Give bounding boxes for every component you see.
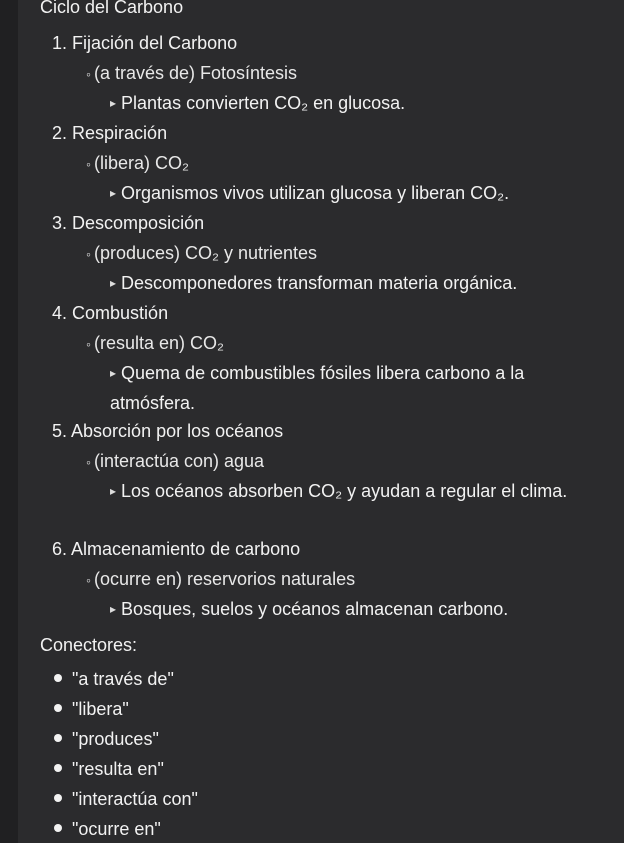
section-heading: 3. Descomposición: [52, 213, 205, 233]
connector-item: "resulta en": [54, 758, 164, 780]
bullet-dot-icon: [54, 764, 62, 772]
connector-item: "a través de": [54, 668, 174, 690]
section-detail: ▸ Organismos vivos utilizan glucosa y liberan CO₂.: [110, 183, 510, 203]
connector-item: "libera": [54, 698, 129, 720]
hollow-bullet-icon: ◦: [86, 454, 91, 470]
connectors-heading: Conectores:: [40, 635, 138, 655]
triangle-bullet-icon: ▸: [110, 484, 117, 498]
hollow-bullet-icon: ◦: [86, 336, 91, 352]
document-title: Ciclo del Carbono: [40, 0, 184, 17]
section-heading: 6. Almacenamiento de carbono: [52, 539, 301, 559]
hollow-bullet-icon: ◦: [86, 572, 91, 588]
section-heading: 4. Combustión: [52, 303, 169, 323]
section-heading: 5. Absorción por los océanos: [52, 421, 284, 441]
section-connector: ◦ (libera) CO₂: [86, 153, 189, 173]
bullet-dot-icon: [54, 734, 62, 742]
section-detail: ▸ Bosques, suelos y océanos almacenan carbono.: [110, 599, 509, 619]
section-connector: ◦ (a través de) Fotosíntesis: [86, 63, 298, 83]
hollow-bullet-icon: ◦: [86, 156, 91, 172]
triangle-bullet-icon: ▸: [110, 276, 117, 290]
hollow-bullet-icon: ◦: [86, 246, 91, 262]
bullet-dot-icon: [54, 824, 62, 832]
bullet-dot-icon: [54, 794, 62, 802]
section-connector: ◦ (interactúa con) agua: [86, 451, 265, 471]
triangle-bullet-icon: ▸: [110, 186, 117, 200]
bullet-dot-icon: [54, 704, 62, 712]
section-connector: ◦ (ocurre en) reservorios naturales: [86, 569, 356, 589]
connector-item: "produces": [54, 728, 159, 750]
section-detail: ▸ Descomponedores transforman materia orgánica.: [110, 273, 518, 293]
triangle-bullet-icon: ▸: [110, 602, 117, 616]
section-heading: 2. Respiración: [52, 123, 168, 143]
bullet-dot-icon: [54, 674, 62, 682]
connector-item: "ocurre en": [54, 818, 161, 840]
triangle-bullet-icon: ▸: [110, 96, 117, 110]
section-detail: ▸ Plantas convierten CO₂ en glucosa.: [110, 93, 406, 113]
section-connector: ◦ (produces) CO₂ y nutrientes: [86, 243, 318, 263]
left-gutter: [0, 0, 18, 843]
section-connector: ◦ (resulta en) CO₂: [86, 333, 224, 353]
triangle-bullet-icon: ▸: [110, 366, 117, 380]
hollow-bullet-icon: ◦: [86, 66, 91, 82]
connector-item: "interactúa con": [54, 788, 198, 810]
section-heading: 1. Fijación del Carbono: [52, 33, 238, 53]
section-detail: ▸ Quema de combustibles fósiles libera carbono a la atmósfera.: [110, 363, 525, 413]
section-detail: ▸ Los océanos absorben CO₂ y ayudan a regular el clima.: [110, 481, 568, 501]
